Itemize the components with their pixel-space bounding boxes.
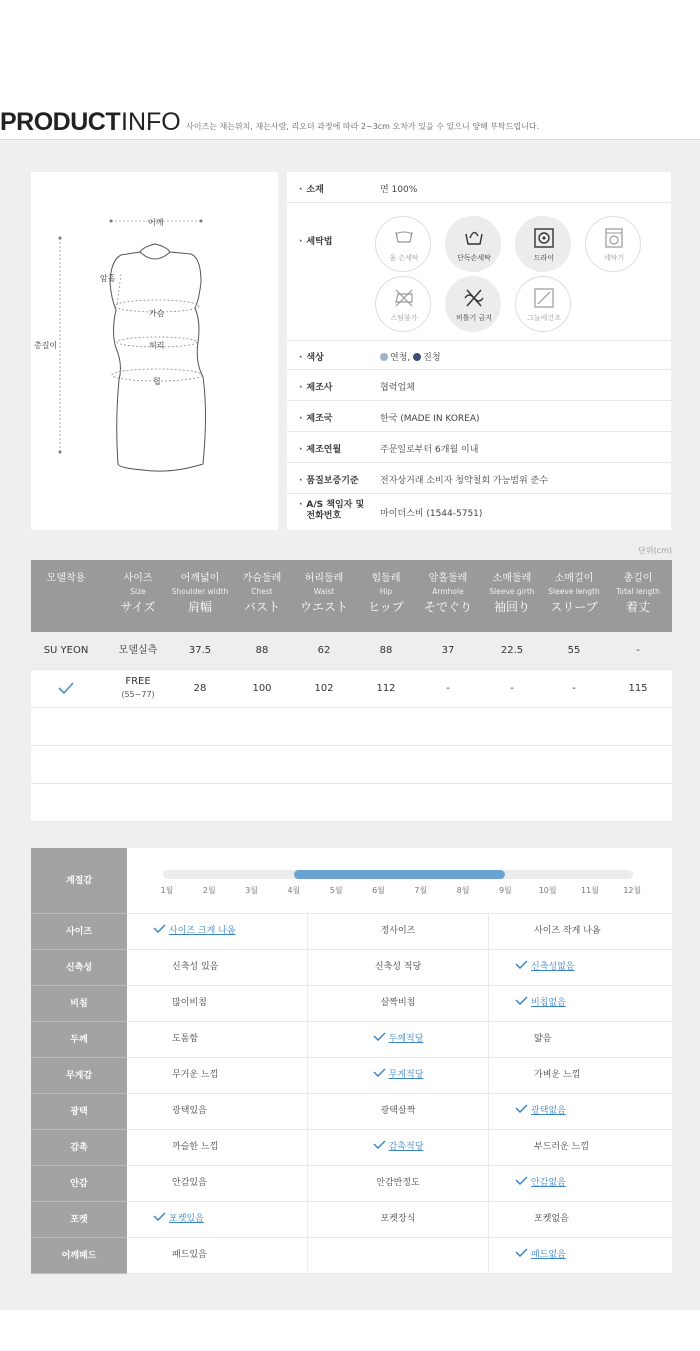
attribute-option: [127, 1094, 308, 1129]
attribute-row: [31, 1202, 672, 1238]
option-label: 사이즈 크게 나옴: [169, 926, 236, 936]
attribute-row: [31, 1058, 672, 1094]
attribute-option: [308, 950, 489, 985]
table-row: [31, 784, 672, 822]
quality-value: 전자상거래 소비자 청약철회 가능범위 준수: [380, 476, 548, 486]
check-icon: [515, 996, 528, 1005]
size-name: FREE: [125, 676, 151, 687]
attribute-option: [308, 1202, 489, 1237]
attribute-option: [489, 1058, 670, 1093]
table-cell: 모델실측: [118, 645, 158, 656]
single-hand-wash-icon: [464, 228, 484, 248]
header-en: Waist: [313, 587, 335, 596]
header-en: Armhole: [432, 587, 464, 596]
attribute-option: [127, 1022, 308, 1057]
maker-key: 제조사: [306, 383, 333, 393]
check-icon: [373, 1140, 386, 1149]
option-label: 신축성 적당: [374, 962, 422, 972]
label-total-length: 총길이: [34, 341, 58, 350]
header-en: Total length: [616, 587, 660, 596]
attribute-key: 두께: [31, 1022, 127, 1058]
option-label: 무거운 느낌: [172, 1070, 219, 1080]
title-strong: PRODUCT: [0, 108, 121, 136]
as-value: 마이더스비 (1544-5751): [380, 509, 483, 519]
month-label: 7월: [414, 886, 428, 895]
table-cell: 62: [317, 645, 331, 656]
size-table-header: [31, 560, 672, 632]
option-label: 패드없음: [531, 1250, 566, 1260]
size-header-cell: [31, 572, 101, 586]
wash-label: 비틀기 금지: [455, 314, 493, 322]
month-label: 8월: [456, 886, 470, 895]
date-value: 주문일로부터 6개월 이내: [380, 445, 479, 455]
product-info-table: [287, 172, 671, 530]
product-info-header: [0, 108, 700, 138]
table-cell: -: [446, 683, 450, 694]
attribute-option: [489, 1130, 670, 1165]
info-row-country: · 제조국 한국 (MADE IN KOREA): [287, 401, 671, 432]
header-jp: ウエスト: [299, 600, 348, 614]
season-row: [31, 848, 672, 914]
label-hip: 힙: [153, 377, 161, 386]
attribute-key: 사이즈: [31, 914, 127, 950]
option-label: 많이비침: [172, 998, 207, 1008]
dry-clean-icon: [534, 228, 554, 248]
table-row: [31, 670, 672, 708]
header-jp: バスト: [243, 600, 280, 614]
attribute-row: [31, 1238, 672, 1274]
country-key: 제조국: [306, 414, 333, 424]
option-label: 까슬한 느낌: [172, 1142, 219, 1152]
month-label: 4월: [287, 886, 301, 895]
wash-item: [375, 216, 431, 272]
size-note: 사이즈는 재는위치, 재는사람, 리오더 과정에 따라 2~3cm 오차가 있을 수 있으니 양해 부탁드립니다.: [186, 122, 540, 131]
attribute-option: [127, 1130, 308, 1165]
attribute-option: [489, 986, 670, 1021]
option-label: 사이즈 작게 나옴: [534, 926, 601, 936]
size-header-cell: [165, 572, 235, 616]
check-icon: [153, 924, 166, 933]
header-jp: 着丈: [625, 600, 650, 614]
wash-item: [585, 216, 641, 272]
attribute-option: [308, 986, 489, 1021]
header-en: Size: [130, 587, 146, 596]
header-jp: そでぐり: [423, 600, 472, 614]
header-jp: 肩幅: [187, 600, 212, 614]
option-label: 신축성없음: [531, 962, 575, 972]
attribute-key: 어깨패드: [31, 1238, 127, 1274]
option-label: 비침없음: [531, 998, 566, 1008]
attribute-key: 광택: [31, 1094, 127, 1130]
wash-label: 드라이: [533, 254, 555, 262]
attribute-key: 신축성: [31, 950, 127, 986]
attribute-key: 무게감: [31, 1058, 127, 1094]
wash-key: 세탁법: [306, 237, 333, 247]
month-label: 12월: [623, 886, 642, 895]
color-value: [380, 350, 441, 363]
shade-dry-icon: [534, 288, 554, 308]
color-name-dark: 진청: [423, 353, 441, 363]
table-cell: -: [572, 683, 576, 694]
season-key: 계절감: [31, 848, 127, 914]
attribute-option: [489, 1202, 670, 1237]
attribute-option: [308, 1166, 489, 1201]
attribute-option: [127, 1166, 308, 1201]
color-separator: ,: [407, 353, 411, 363]
check-icon: [373, 1032, 386, 1041]
info-row-material: · 소재 면 100%: [287, 172, 671, 203]
washing-machine-icon: [604, 228, 624, 248]
option-label: 안감없음: [531, 1178, 566, 1188]
table-cell: 22.5: [500, 645, 524, 656]
header-ko: 모델착용: [46, 573, 86, 584]
attribute-option: [127, 1238, 308, 1273]
table-cell: 100: [252, 683, 272, 694]
attribute-key: 감촉: [31, 1130, 127, 1166]
check-icon: [515, 1176, 528, 1185]
option-label: 패드있음: [172, 1250, 207, 1260]
info-row-quality: · 품질보증기준 전자상거래 소비자 청약철회 가능범위 준수: [287, 463, 671, 494]
no-wring-icon: [464, 288, 484, 308]
month-label: 10월: [538, 886, 557, 895]
no-steam-icon: [394, 288, 414, 308]
option-label: 도톰함: [172, 1034, 199, 1044]
size-header-cell: [539, 572, 609, 616]
header-ko: 어깨넓이: [180, 573, 220, 584]
header-ko: 사이즈: [123, 573, 153, 584]
wash-item: [445, 276, 501, 332]
season-track: [163, 870, 633, 879]
country-value: 한국 (MADE IN KOREA): [380, 414, 480, 424]
size-cell: [103, 670, 173, 707]
month-label: 3월: [245, 886, 258, 895]
attribute-option: [489, 950, 670, 985]
option-label: 광택있음: [172, 1106, 207, 1116]
color-swatch-light: [380, 353, 388, 361]
table-cell: -: [510, 683, 514, 694]
selected-check-icon: [31, 670, 101, 707]
option-label: 감촉적당: [388, 1142, 424, 1152]
header-ko: 총길이: [623, 573, 653, 584]
info-row-wash: · 세탁법 울 손세탁 단독손세탁 드라이 세탁기 스팀불가 비틀기 금지 그늘에건조: [287, 203, 671, 341]
info-row-date: · 제조연월 주문일로부터 6개월 이내: [287, 432, 671, 463]
month-label: 1월: [160, 886, 174, 895]
header-ko: 허리둘레: [304, 573, 344, 584]
header-en: Hip: [379, 587, 393, 596]
header-jp: 袖回り: [493, 600, 530, 614]
month-label: 6월: [372, 886, 385, 895]
option-label: 두께적당: [388, 1034, 424, 1044]
table-row: [31, 746, 672, 784]
month-label: 9월: [498, 886, 512, 895]
option-label: 포켓없음: [534, 1214, 569, 1224]
table-cell: 88: [255, 645, 269, 656]
attribute-option: [308, 1238, 489, 1273]
attribute-key: 비침: [31, 986, 127, 1022]
header-en: Sleeve girth: [489, 587, 535, 596]
material-key: 소재: [306, 185, 324, 195]
wash-label: 세탁기: [603, 254, 625, 262]
header-jp: スリーブ: [550, 600, 598, 614]
table-cell: 37.5: [188, 645, 212, 656]
header-jp: サイズ: [120, 600, 156, 614]
month-label: 5월: [329, 886, 343, 895]
table-cell: 102: [314, 683, 334, 694]
unit-label: 단위(cm): [638, 546, 672, 555]
wash-item: [515, 216, 571, 272]
wash-label: 울 손세탁: [389, 254, 419, 262]
color-swatch-dark: [413, 353, 421, 361]
garment-diagram: [31, 172, 278, 530]
month-label: 11월: [581, 886, 599, 895]
size-header-cell: [413, 572, 483, 616]
date-key: 제조연월: [306, 445, 342, 455]
attribute-option: [127, 950, 308, 985]
maker-value: 협력업체: [380, 383, 415, 393]
check-icon: [373, 1068, 386, 1077]
size-range: (55~77): [121, 690, 155, 699]
attribute-row: [31, 1130, 672, 1166]
attribute-row: [31, 1094, 672, 1130]
color-name-light: 연청: [390, 353, 408, 363]
label-shoulder: 어깨: [148, 218, 164, 227]
option-label: 부드러운 느낌: [534, 1142, 590, 1152]
table-cell: 115: [628, 683, 648, 694]
attribute-row: [31, 1166, 672, 1202]
table-row: [31, 632, 672, 670]
table-cell: SU YEON: [43, 645, 89, 656]
as-key-line2: 전화번호: [306, 511, 342, 521]
attribute-key: 포켓: [31, 1202, 127, 1238]
season-range-fill: [294, 870, 506, 879]
option-label: 포켓있음: [169, 1214, 204, 1224]
check-icon: [515, 1104, 528, 1113]
attribute-option: [308, 914, 489, 949]
option-label: 정사이즈: [380, 926, 416, 936]
option-label: 광택살짝: [380, 1106, 416, 1116]
attribute-option: [308, 1094, 489, 1129]
option-label: 가벼운 느낌: [534, 1070, 581, 1080]
option-label: 무게적당: [388, 1070, 424, 1080]
attribute-option: [489, 914, 670, 949]
size-header-cell: [227, 572, 297, 616]
table-cell: 88: [379, 645, 393, 656]
info-row-color: · 색상 연청, 진청: [287, 341, 671, 370]
header-en: Shoulder width: [171, 587, 229, 596]
option-label: 살짝비침: [380, 998, 416, 1008]
attribute-option: [489, 1022, 670, 1057]
wash-label: 그늘에건조: [527, 314, 561, 322]
material-value: 면 100%: [380, 185, 418, 195]
attribute-option: [308, 1130, 489, 1165]
attribute-row: [31, 950, 672, 986]
attribute-option: [308, 1022, 489, 1057]
label-waist: 허리: [149, 341, 165, 350]
size-header-cell: [351, 572, 421, 616]
check-icon: [153, 1212, 166, 1221]
table-cell: -: [636, 645, 640, 656]
table-row: [31, 708, 672, 746]
option-label: 신축성 있음: [172, 962, 219, 972]
size-header-cell: [477, 572, 547, 616]
attribute-option: [127, 986, 308, 1021]
quality-key: 품질보증기준: [306, 476, 359, 486]
check-icon: [515, 960, 528, 969]
size-header-cell: [289, 572, 359, 616]
table-cell: 55: [567, 645, 581, 656]
header-ko: 힙둘레: [371, 573, 401, 584]
attribute-option: [127, 914, 308, 949]
header-ko: 소매길이: [554, 573, 594, 584]
wash-item: [375, 276, 431, 332]
info-row-as: · A/S 책임자 및 전화번호 마이더스비 (1544-5751): [299, 500, 483, 521]
header-en: Sleeve length: [548, 587, 600, 596]
label-chest: 가슴: [149, 309, 165, 318]
attribute-option: [127, 1058, 308, 1093]
wash-item: [515, 276, 571, 332]
attribute-option: [489, 1094, 670, 1129]
option-label: 광택없음: [531, 1106, 566, 1116]
option-label: 안감있음: [172, 1178, 207, 1188]
attribute-option: [489, 1238, 670, 1273]
attribute-key: 안감: [31, 1166, 127, 1202]
table-cell: 112: [376, 683, 396, 694]
option-label: 안감반정도: [376, 1178, 420, 1188]
wash-item: [445, 216, 501, 272]
check-icon: [515, 1248, 528, 1257]
attribute-option: [489, 1166, 670, 1201]
option-label: 얇음: [534, 1034, 552, 1044]
option-label: 포켓장식: [380, 1214, 416, 1224]
header-ko: 암홀둘레: [428, 573, 468, 584]
header-ko: 가슴둘레: [242, 573, 282, 584]
wash-label: 스팀불가: [390, 314, 418, 322]
attribute-row: [31, 914, 672, 950]
table-cell: 37: [441, 645, 455, 656]
month-label: 2월: [202, 886, 216, 895]
table-cell: 28: [193, 683, 207, 694]
header-en: Chest: [251, 587, 273, 596]
as-key-line1: A/S 책임자 및: [306, 500, 365, 510]
header-ko: 소매둘레: [492, 573, 532, 584]
header-jp: ヒップ: [368, 600, 404, 614]
title-light: INFO: [121, 108, 181, 136]
size-header-cell: [603, 572, 673, 616]
hand-wash-icon: [394, 228, 414, 248]
wash-label: 단독손세탁: [457, 254, 491, 262]
attribute-option: [127, 1202, 308, 1237]
label-armhole: 암홀: [100, 274, 116, 283]
attribute-row: [31, 986, 672, 1022]
attribute-option: [308, 1058, 489, 1093]
attribute-row: [31, 1022, 672, 1058]
color-key: 색상: [306, 353, 324, 363]
info-row-maker: · 제조사 협력업체: [287, 370, 671, 401]
size-header-cell: [103, 572, 173, 616]
